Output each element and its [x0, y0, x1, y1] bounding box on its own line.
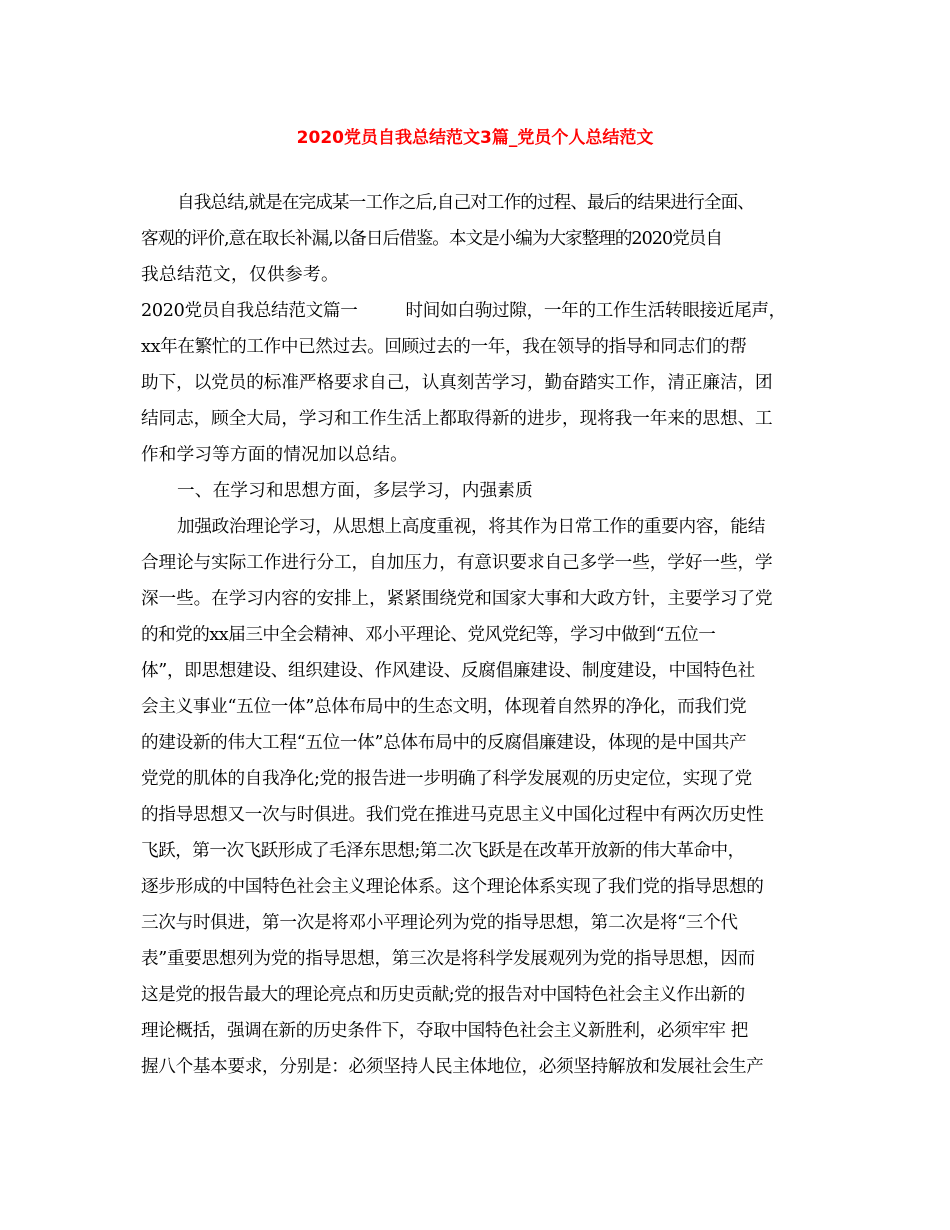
- paragraph-text: 时间如白驹过隙，一年的工作生活转眼接近尾声，: [405, 301, 786, 321]
- paragraph-line: 党党的肌体的自我净化;党的报告进一步明确了科学发展观的历史定位，实现了党: [141, 769, 752, 789]
- paragraph-line: 握八个基本要求，分别是：必须坚持人民主体地位，必须坚持解放和发展社会生产: [141, 1057, 764, 1077]
- paragraph-line: 的指导思想又一次与时俱进。我们党在推进马克思主义中国化过程中有两次历史性: [141, 805, 764, 825]
- paragraph-line: [141, 299, 786, 323]
- paragraph-line: 逐步形成的中国特色社会主义理论体系。这个理论体系实现了我们党的指导思想的: [141, 877, 764, 897]
- paragraph-line: 助下，以党员的标准严格要求自己，认真刻苦学习，勤奋踏实工作，清正廉洁，团: [141, 373, 773, 393]
- paragraph-line: xx年在繁忙的工作中已然过去。回顾过去的一年，我在领导的指导和同志们的帮: [141, 337, 747, 357]
- paragraph-line: 我总结范文，仅供参考。: [141, 265, 339, 285]
- paragraph-line: 作和学习等方面的情况加以总结。: [141, 445, 408, 465]
- paragraph-line: 加强政治理论学习，从思想上高度重视，将其作为日常工作的重要内容，能结: [177, 517, 765, 537]
- paragraph-line: 三次与时俱进，第一次是将邓小平理论列为党的指导思想，第二次是将“三个代: [141, 913, 738, 933]
- paragraph-line: 这是党的报告最大的理论亮点和历史贡献;党的报告对中国特色社会主义作出新的: [141, 985, 745, 1005]
- section-heading: 2020党员自我总结范文篇一: [141, 301, 358, 321]
- section-heading: 一、在学习和思想方面，多层学习，内强素质: [177, 481, 533, 501]
- paragraph-line: 飞跃，第一次飞跃形成了毛泽东思想;第二次飞跃是在改革开放新的伟大革命中，: [141, 841, 745, 861]
- paragraph-line: 深一些。在学习内容的安排上，紧紧围绕党和国家大事和大政方针，主要学习了党: [141, 589, 773, 609]
- paragraph-line: 的建设新的伟大工程“五位一体”总体布局中的反腐倡廉建设，体现的是中国共产: [141, 733, 747, 753]
- document-title: 2020党员自我总结范文3篇_党员个人总结范文: [296, 128, 654, 148]
- paragraph-line: 合理论与实际工作进行分工，自加压力，有意识要求自己多学一些，学好一些，学: [141, 553, 773, 573]
- paragraph-line: 客观的评价,意在取长补漏,以备日后借鉴。本文是小编为大家整理的2020党员自: [141, 229, 722, 249]
- paragraph-line: 的和党的xx届三中全会精神、邓小平理论、党风党纪等，学习中做到“五位一: [141, 625, 716, 645]
- paragraph-line: 表”重要思想列为党的指导思想，第三次是将科学发展观列为党的指导思想，因而: [141, 949, 755, 969]
- paragraph-line: 自我总结,就是在完成某一工作之后,自己对工作的过程、最后的结果进行全面、: [177, 193, 754, 213]
- paragraph-line: 体”，即思想建设、组织建设、作风建设、反腐倡廉建设、制度建设，中国特色社: [141, 661, 755, 681]
- paragraph-line: 理论概括，强调在新的历史条件下，夺取中国特色社会主义新胜利，必须牢牢 把: [141, 1021, 748, 1041]
- paragraph-line: 会主义事业“五位一体”总体布局中的生态文明，体现着自然界的净化，而我们党: [141, 697, 747, 717]
- paragraph-line: 结同志，顾全大局，学习和工作生活上都取得新的进步，现将我一年来的思想、工: [141, 409, 773, 429]
